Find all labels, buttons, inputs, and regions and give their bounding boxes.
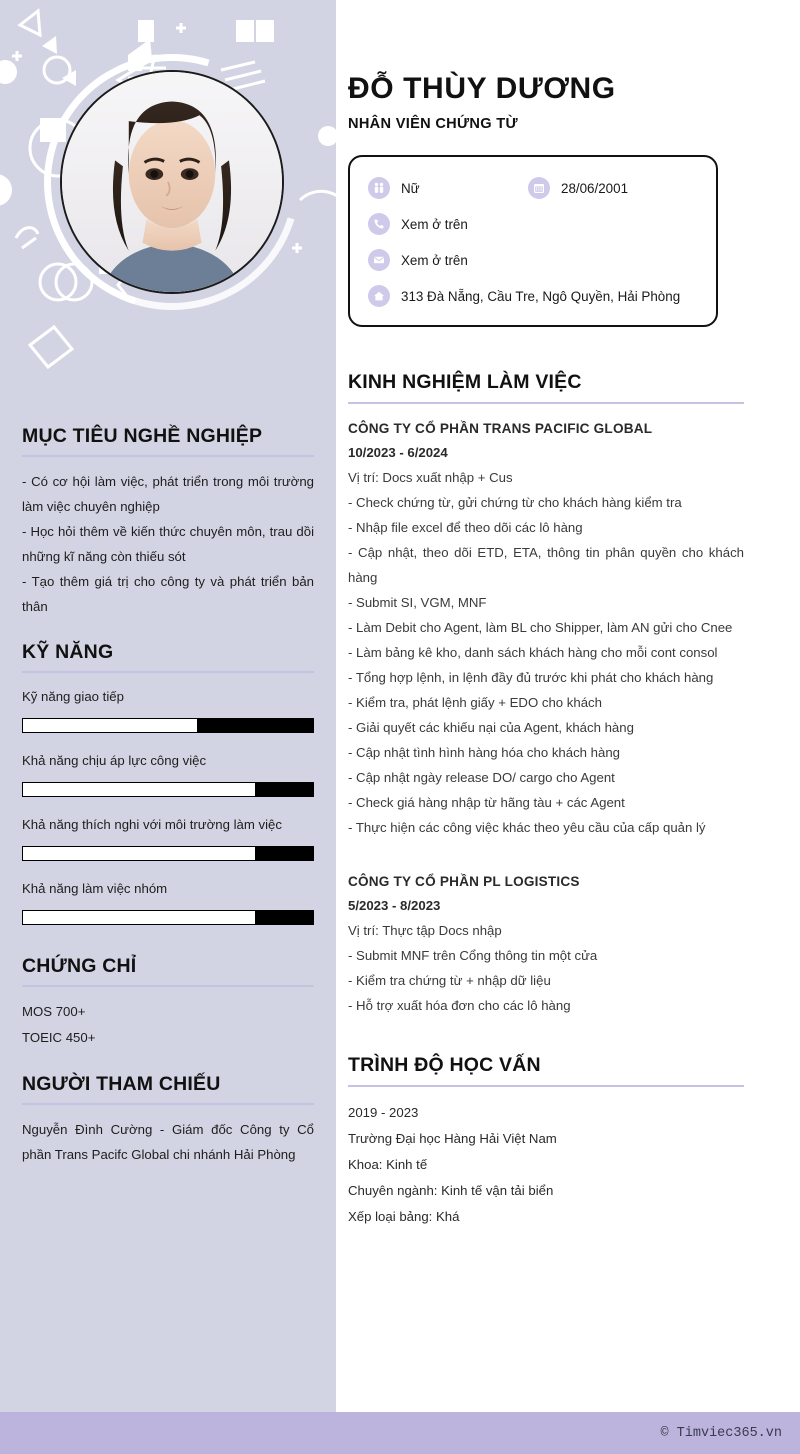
job-title: NHÂN VIÊN CHỨNG TỪ [348,116,518,132]
duty: - Submit SI, VGM, MNF [348,595,487,610]
skill-bar-fill [23,783,255,796]
skill-label: Kỹ năng giao tiếp [22,689,124,704]
divider [22,1103,314,1105]
footer-watermark: © Timviec365.vn [660,1425,782,1441]
education-heading: TRÌNH ĐỘ HỌC VẤN [348,1054,541,1076]
skill-bar-fill [23,911,255,924]
position: Vị trí: Thực tập Docs nhập [348,923,502,938]
skill-item [22,749,314,797]
position: Vị trí: Docs xuất nhập + Cus [348,470,513,485]
experience-section [348,371,744,1018]
employment-dates: 10/2023 - 6/2024 [348,445,448,460]
certificates-heading: CHỨNG CHỈ [22,955,137,977]
duty: - Check giá hàng nhập từ hãng tàu + các Agent [348,795,625,810]
duty: - Thực hiện các công việc khác theo yêu cầu của cấp quản lý [348,820,706,835]
skill-item [22,685,314,733]
duty: - Check chứng từ, gửi chứng từ cho khách hàng kiểm tra [348,495,682,510]
objective-line: - Tạo thêm giá trị cho công ty và phát triển bản thân [22,574,314,614]
sidebar [0,0,336,1412]
email-value: Xem ở trên [401,252,468,268]
contact-row [368,177,698,199]
footer [0,1412,800,1454]
address-value: 313 Đà Nẵng, Cầu Tre, Ngô Quyền, Hải Phòng [401,288,681,304]
phone-icon [368,213,390,235]
reference-text: Nguyễn Đình Cường - Giám đốc Công ty Cổ phần Trans Pacifc Global chi nhánh Hải Phòng [22,1122,314,1162]
classification: Xếp loại bảng: Khá [348,1209,460,1224]
calendar-icon [528,177,550,199]
divider [348,402,744,404]
duty: - Cập nhật tình hình hàng hóa cho khách hàng [348,745,621,760]
sidebar-content [22,425,314,1167]
company-name: CÔNG TY CỔ PHẦN TRANS PACIFIC GLOBAL [348,421,653,436]
duty: - Cập nhật ngày release DO/ cargo cho Agent [348,770,615,785]
experience-item [348,870,744,1018]
contact-box [348,155,718,327]
objective-section [22,425,314,619]
divider [22,671,314,673]
skill-item [22,877,314,925]
skill-bar [22,718,314,733]
experience-heading: KINH NGHIỆM LÀM VIỆC [348,371,582,393]
skills-heading: KỸ NĂNG [22,641,114,663]
envelope-icon [368,249,390,271]
experience-item [348,417,744,840]
main-sections [348,371,744,1230]
faculty: Khoa: Kinh tế [348,1157,428,1172]
duty: - Làm bảng kê kho, danh sách khách hàng cho mỗi cont consol [348,645,718,660]
major: Chuyên ngành: Kinh tế vận tải biển [348,1183,554,1198]
objective-line: - Học hỏi thêm về kiến thức chuyên môn, trau dồi những kĩ năng còn thiếu sót [22,524,314,564]
employment-dates: 5/2023 - 8/2023 [348,898,441,913]
contact-row [368,285,698,307]
duty: - Tổng hợp lệnh, in lệnh đầy đủ trước khi phát cho khách hàng [348,670,714,685]
skill-bar [22,782,314,797]
divider [22,455,314,457]
phone-value: Xem ở trên [401,216,468,232]
home-icon [368,285,390,307]
skill-label: Khả năng chịu áp lực công việc [22,753,207,768]
education-years: 2019 - 2023 [348,1105,419,1120]
skill-bar-fill [23,847,255,860]
company-name: CÔNG TY CỔ PHẦN PL LOGISTICS [348,874,580,889]
skill-label: Khả năng làm việc nhóm [22,881,168,896]
skill-item [22,813,314,861]
objective-line: - Có cơ hội làm việc, phát triển trong môi trường làm việc chuyên nghiệp [22,474,314,514]
objective-heading: MỤC TIÊU NGHỀ NGHIỆP [22,425,263,447]
skills-section [22,641,314,925]
contact-row[interactable] [368,213,698,235]
duty: - Kiểm tra chứng từ + nhập dữ liệu [348,973,551,988]
skill-bar-fill [23,719,197,732]
duty: - Kiểm tra, phát lệnh giấy + EDO cho khách [348,695,602,710]
certificate-item: MOS 700+ [22,1004,86,1019]
divider [348,1085,744,1087]
certificates-section [22,955,314,1051]
gender-icon [368,177,390,199]
duty: - Làm Debit cho Agent, làm BL cho Shipper, làm AN gửi cho Cnee [348,620,733,635]
main-column [348,0,778,1230]
skill-bar [22,910,314,925]
duty: - Cập nhật, theo dõi ETD, ETA, thông tin phân quyền cho khách hàng [348,545,744,585]
references-section [22,1073,314,1167]
duty: - Hỗ trợ xuất hóa đơn cho các lô hàng [348,998,571,1013]
birthday-value: 28/06/2001 [561,180,629,196]
school-name: Trường Đại học Hàng Hải Việt Nam [348,1131,557,1146]
duty: - Nhập file excel để theo dõi các lô hàng [348,520,583,535]
education-section [348,1054,744,1230]
profile-photo-wrapper [60,70,284,294]
divider [22,985,314,987]
contact-row[interactable] [368,249,698,271]
skill-label: Khả năng thích nghi với môi trường làm việc [22,817,282,832]
duty: - Submit MNF trên Cổng thông tin một cửa [348,948,598,963]
certificate-item: TOEIC 450+ [22,1030,96,1045]
gender-value: Nữ [401,180,420,196]
page-title: ĐỖ THÙY DƯƠNG [348,72,616,105]
duty: - Giải quyết các khiếu nại của Agent, khách hàng [348,720,634,735]
avatar [60,70,284,294]
skill-bar [22,846,314,861]
references-heading: NGƯỜI THAM CHIẾU [22,1073,221,1095]
